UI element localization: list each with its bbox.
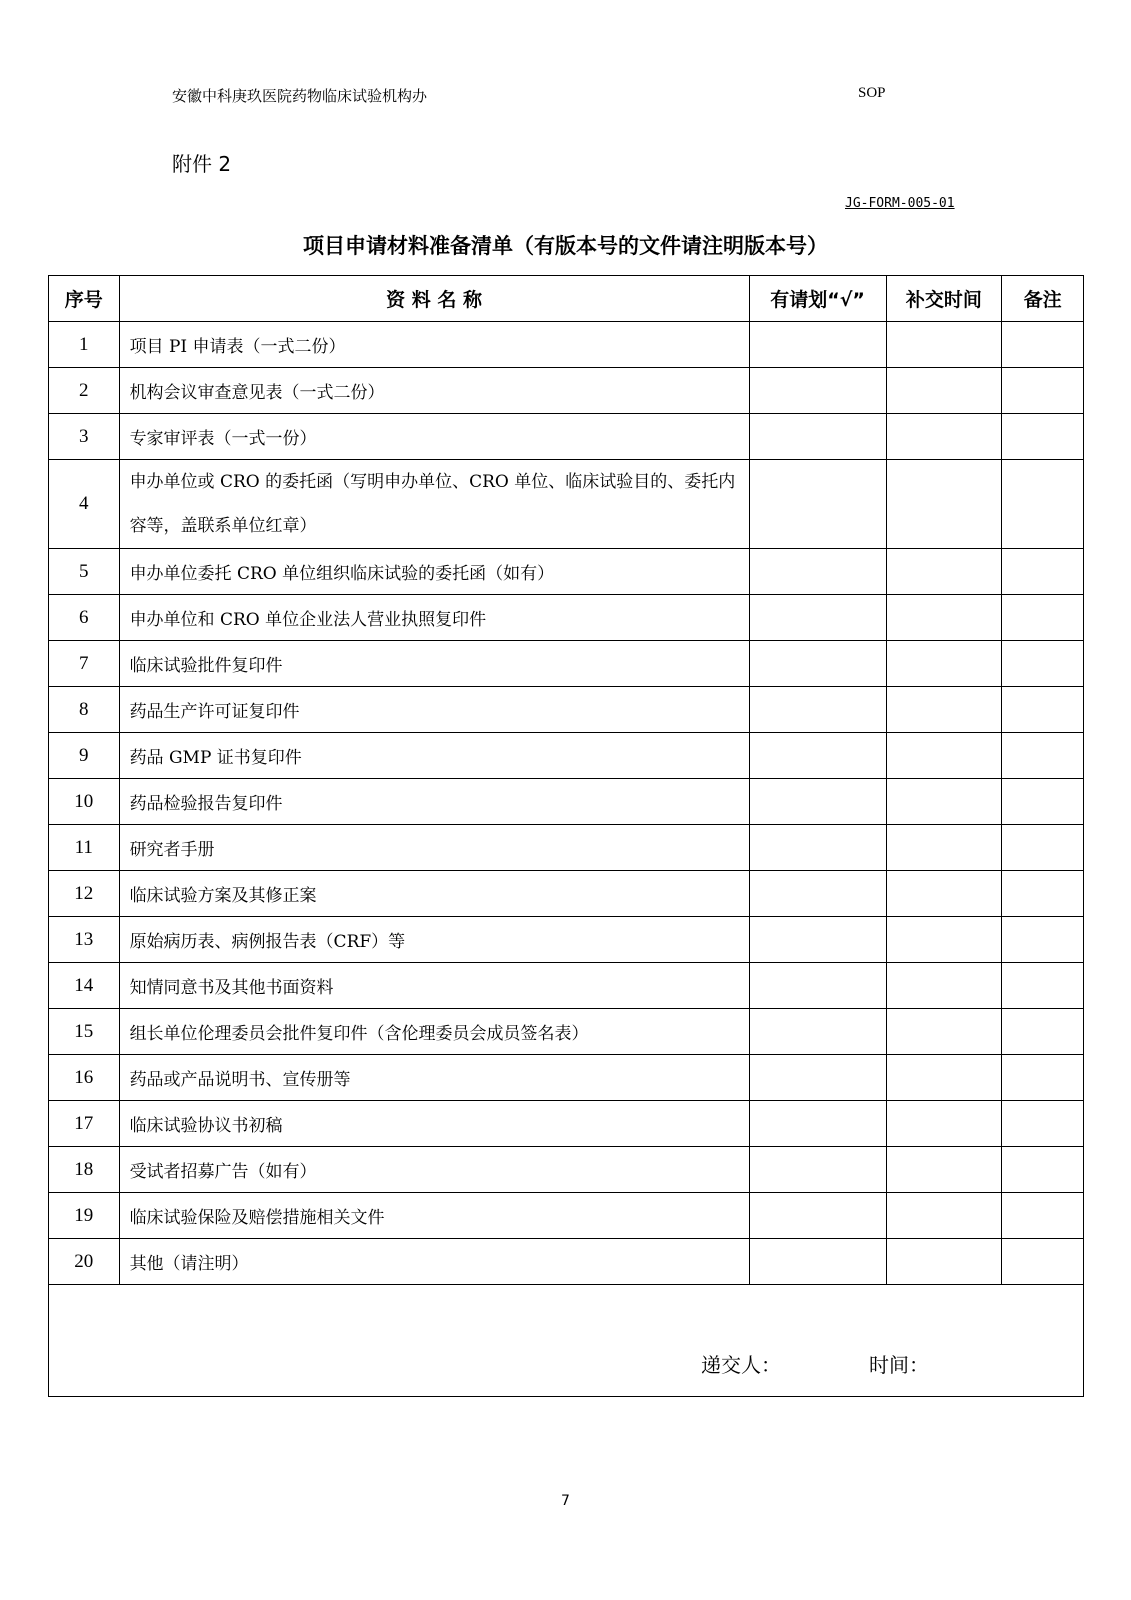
header-document-name: 资 料 名 称 [119,276,749,322]
table-row [49,322,1084,368]
table-row [49,733,1084,779]
row-number: 10 [49,779,120,825]
form-code: JG-FORM-005-01 [845,196,955,211]
row-document-name: 临床试验保险及赔偿措施相关文件 [119,1193,749,1239]
page-number: 7 [561,1493,570,1509]
row-document-name: 药品检验报告复印件 [119,779,749,825]
row-check-cell[interactable] [749,1239,886,1285]
row-document-name: 药品生产许可证复印件 [119,687,749,733]
table-row [49,871,1084,917]
row-remarks-cell[interactable] [1002,322,1084,368]
table-row [49,1101,1084,1147]
row-number: 5 [49,549,120,595]
row-check-cell[interactable] [749,1055,886,1101]
row-number: 9 [49,733,120,779]
row-document-name: 申办单位或 CRO 的委托函（写明申办单位、CRO 单位、临床试验目的、委托内容等，盖联系单位红章） [119,460,749,549]
row-supplement-time-cell[interactable] [886,1055,1002,1101]
row-supplement-time-cell[interactable] [886,1009,1002,1055]
row-remarks-cell[interactable] [1002,641,1084,687]
row-check-cell[interactable] [749,825,886,871]
row-check-cell[interactable] [749,460,886,549]
table-row [49,1239,1084,1285]
row-check-cell[interactable] [749,1147,886,1193]
row-check-cell[interactable] [749,368,886,414]
table-row [49,595,1084,641]
row-document-name: 组长单位伦理委员会批件复印件（含伦理委员会成员签名表） [119,1009,749,1055]
row-number: 20 [49,1239,120,1285]
row-number: 2 [49,368,120,414]
row-supplement-time-cell[interactable] [886,322,1002,368]
header-institution: 安徽中科庚玖医院药物临床试验机构办 [172,87,428,105]
row-check-cell[interactable] [749,917,886,963]
row-document-name: 临床试验批件复印件 [119,641,749,687]
header-check-mark: 有请划“√” [749,276,886,322]
row-supplement-time-cell[interactable] [886,595,1002,641]
row-remarks-cell[interactable] [1002,1009,1084,1055]
row-number: 13 [49,917,120,963]
row-document-name: 其他（请注明） [119,1239,749,1285]
page-title: 项目申请材料准备清单（有版本号的文件请注明版本号） [303,234,828,258]
header-doc-type: SOP [858,85,886,101]
row-supplement-time-cell[interactable] [886,1193,1002,1239]
signature-row [49,1285,1084,1397]
row-supplement-time-cell[interactable] [886,825,1002,871]
table-row [49,687,1084,733]
row-remarks-cell[interactable] [1002,368,1084,414]
table-row [49,1055,1084,1101]
row-document-name: 受试者招募广告（如有） [119,1147,749,1193]
table-row [49,1147,1084,1193]
row-supplement-time-cell[interactable] [886,1147,1002,1193]
table-row [49,368,1084,414]
row-check-cell[interactable] [749,549,886,595]
row-number: 1 [49,322,120,368]
row-document-name: 项目 PI 申请表（一式二份） [119,322,749,368]
table-row [49,549,1084,595]
submit-time-label: 时间： [869,1353,929,1377]
row-document-name: 研究者手册 [119,825,749,871]
row-remarks-cell[interactable] [1002,1193,1084,1239]
row-number: 17 [49,1101,120,1147]
row-number: 15 [49,1009,120,1055]
row-check-cell[interactable] [749,1009,886,1055]
table-row [49,460,1084,549]
row-remarks-cell[interactable] [1002,871,1084,917]
row-document-name: 机构会议审查意见表（一式二份） [119,368,749,414]
row-supplement-time-cell[interactable] [886,963,1002,1009]
row-document-name: 申办单位和 CRO 单位企业法人营业执照复印件 [119,595,749,641]
row-document-name: 原始病历表、病例报告表（CRF）等 [119,917,749,963]
row-remarks-cell[interactable] [1002,825,1084,871]
table-row [49,641,1084,687]
row-number: 19 [49,1193,120,1239]
row-supplement-time-cell[interactable] [886,1101,1002,1147]
row-supplement-time-cell[interactable] [886,687,1002,733]
row-remarks-cell[interactable] [1002,1101,1084,1147]
table-row [49,1009,1084,1055]
row-number: 3 [49,414,120,460]
checklist-table [48,275,1084,1397]
row-remarks-cell[interactable] [1002,687,1084,733]
row-check-cell[interactable] [749,322,886,368]
header-supplement-time: 补交时间 [886,276,1002,322]
header-remarks: 备注 [1002,276,1084,322]
row-supplement-time-cell[interactable] [886,641,1002,687]
row-supplement-time-cell[interactable] [886,368,1002,414]
attachment-label: 附件 2 [172,152,232,176]
row-remarks-cell[interactable] [1002,1147,1084,1193]
row-remarks-cell[interactable] [1002,1055,1084,1101]
table-row [49,414,1084,460]
row-supplement-time-cell[interactable] [886,871,1002,917]
table-row [49,825,1084,871]
table-row [49,1193,1084,1239]
row-document-name: 申办单位委托 CRO 单位组织临床试验的委托函（如有） [119,549,749,595]
row-document-name: 知情同意书及其他书面资料 [119,963,749,1009]
row-number: 11 [49,825,120,871]
row-number: 7 [49,641,120,687]
row-remarks-cell[interactable] [1002,779,1084,825]
row-supplement-time-cell[interactable] [886,779,1002,825]
row-remarks-cell[interactable] [1002,595,1084,641]
row-check-cell[interactable] [749,779,886,825]
row-number: 4 [49,460,120,549]
row-document-name: 临床试验协议书初稿 [119,1101,749,1147]
row-number: 6 [49,595,120,641]
row-number: 12 [49,871,120,917]
row-document-name: 药品或产品说明书、宣传册等 [119,1055,749,1101]
row-remarks-cell[interactable] [1002,549,1084,595]
row-remarks-cell[interactable] [1002,460,1084,549]
header-serial-number: 序号 [49,276,120,322]
row-document-name: 药品 GMP 证书复印件 [119,733,749,779]
row-number: 14 [49,963,120,1009]
table-row [49,963,1084,1009]
row-remarks-cell[interactable] [1002,917,1084,963]
table-row [49,917,1084,963]
row-supplement-time-cell[interactable] [886,1239,1002,1285]
row-check-cell[interactable] [749,595,886,641]
row-supplement-time-cell[interactable] [886,460,1002,549]
row-supplement-time-cell[interactable] [886,549,1002,595]
submitter-label: 递交人： [701,1353,781,1377]
row-check-cell[interactable] [749,687,886,733]
row-remarks-cell[interactable] [1002,963,1084,1009]
table-header-row [49,276,1084,322]
row-number: 16 [49,1055,120,1101]
row-supplement-time-cell[interactable] [886,917,1002,963]
row-document-name: 专家审评表（一式一份） [119,414,749,460]
table-row [49,779,1084,825]
row-document-name: 临床试验方案及其修正案 [119,871,749,917]
signature-cell [49,1285,1084,1397]
row-supplement-time-cell[interactable] [886,733,1002,779]
row-remarks-cell[interactable] [1002,414,1084,460]
row-check-cell[interactable] [749,1193,886,1239]
row-remarks-cell[interactable] [1002,733,1084,779]
row-supplement-time-cell[interactable] [886,414,1002,460]
row-number: 8 [49,687,120,733]
row-remarks-cell[interactable] [1002,1239,1084,1285]
row-check-cell[interactable] [749,963,886,1009]
row-number: 18 [49,1147,120,1193]
row-check-cell[interactable] [749,414,886,460]
row-check-cell[interactable] [749,733,886,779]
row-check-cell[interactable] [749,871,886,917]
row-check-cell[interactable] [749,1101,886,1147]
row-check-cell[interactable] [749,641,886,687]
